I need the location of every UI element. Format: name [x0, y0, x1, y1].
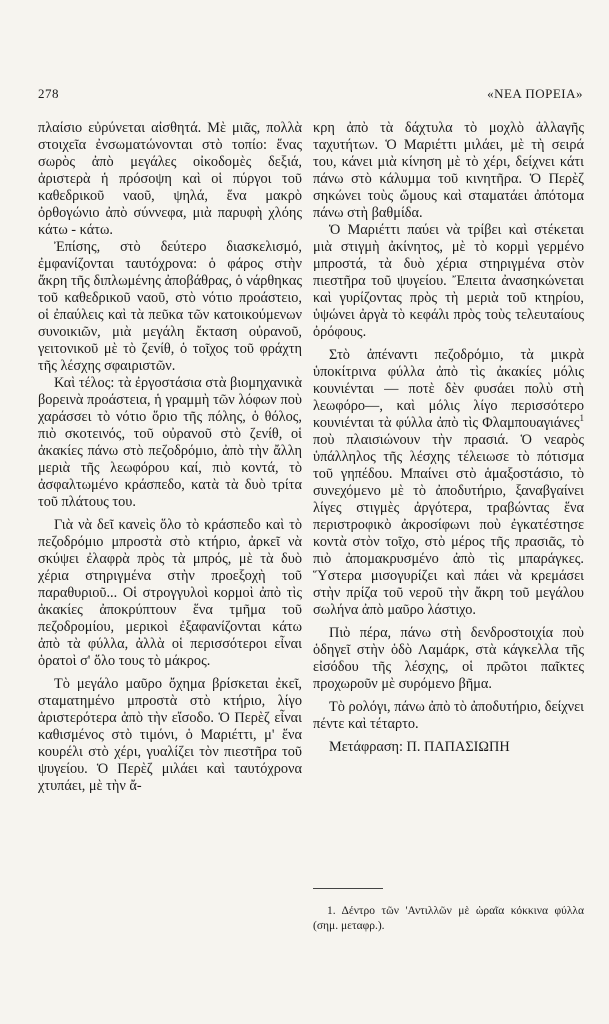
footnote-area: [313, 904, 584, 934]
page-number: 278: [38, 86, 59, 101]
journal-title: «ΝΕΑ ΠΟΡΕΙΑ»: [487, 86, 583, 101]
paragraph: [313, 347, 584, 619]
left-column: [38, 120, 302, 795]
paragraph-text: ποὺ πλαισιώνουν τὴν πρασιά. Ὁ νεαρὸς ὑπάλληλος τῆς λέσχης τέλειωσε τὸ πότισμα τοῦ γηπέδου. Μπαίνει στὸ ἁμαξοστάσιο, τὸ συνεχόμενο μὲ τὸ ἀποδυτήριο, ξαναβγαίνει λίγες στιγμὲς ἀργότερα, τραβώντας ἕνα περιστροφικὸ ἀκροσίφωνι ποὺ ἐγκατέστησε κοντὰ στὸν τοῖχο, στὸ μέρος τῆς πρασιᾶς, τὸ πιὸ ἀπομακρυσμένο ἀπὸ τὶς μπαράγκες. Ὕστερα μισογυρίζει καὶ πάει νὰ κρεμάσει στὴν πρίζα τοῦ νεροῦ τὴν ἄκρη τοῦ μεγάλου σωλήνα ἀπὸ μαῦρο λάστιχο.: [313, 432, 584, 618]
paragraph: Ὁ Μαριέττι παύει νὰ τρίβει καὶ στέκεται μιὰ στιγμὴ ἀκίνητος, μὲ τὸ κορμὶ γερμένο μπροστά, τὰ δυὸ χέρια στηριγμένα στὸν πιεστῆρα τοῦ ψυγείου. Ἔπειτα ἀνασηκώνεται καὶ γυρίζοντας πρὸς τὴ μεριὰ τοῦ κτηρίου, ὑψώνει ἀργὰ τὸ κεφάλι πρὸς τοὺς τελευταίους ὀρόφους.: [313, 222, 584, 340]
paragraph-text: Στὸ ἀπέναντι πεζοδρόμιο, τὰ μικρὰ ὑποκίτρινα φύλλα ἀπὸ τὶς ἀκακίες μόλις κουνιένται — ποτὲ δὲν φυσάει πολὺ στὴ λεωφόρο—, καὶ μόλις λίγο περισσότερο κουνιένται τὰ φύλλα ἀπὸ τὶς Φλαμπουαγιάνες: [313, 347, 584, 431]
paragraph: Τὸ ρολόγι, πάνω ἀπὸ τὸ ἀποδυτήριο, δείχνει πέντε καὶ τέταρτο.: [313, 699, 584, 732]
footnote-divider: [313, 888, 383, 889]
footnote-text: 1. Δέντρο τῶν 'Αντιλλῶν μὲ ὡραῖα κόκκινα φύλλα (σημ. μεταφρ.).: [313, 905, 584, 932]
right-column: [313, 120, 584, 756]
paragraph: Πιὸ πέρα, πάνω στὴ δενδροστοιχία ποὺ ὁδηγεῖ στὴν ὁδὸ Λαμάρκ, στὰ κάγκελλα τῆς εἰσόδου τῆς λέσχης, οἱ πρῶτοι παῖκτες προχωροῦν μὲ συρόμενο βῆμα.: [313, 625, 584, 692]
footnote-marker: 1: [579, 413, 584, 424]
translator-credit: Μετάφραση: Π. ΠΑΠΑΣΙΩΠΗ: [329, 739, 510, 755]
paragraph: Ἐπίσης, στὸ δεύτερο διασκελισμό, ἐμφανίζονται ταυτόχρονα: ὁ φάρος στὴν ἄκρη τῆς διπλωμένης ἀποβάθρας, ὁ νάρθηκας τοῦ καθεδρικοῦ ναοῦ, στὸ νότιο προάστειο, οἱ ἐπαύλεις καὶ τὰ πεῦκα τῶν κατοικούμενων συνοικιῶν, μιὰ μεγάλη ἔκταση οὐρανοῦ, γειτονικοῦ μὲ τὸ ζενίθ, ὁ τοῖχος τοῦ φράχτη τῆς λέσχης σφαιριστῶν.: [38, 239, 302, 374]
paragraph: Καὶ τέλος: τὰ ἐργοστάσια στὰ βιομηχανικὰ βορεινὰ προάστεια, ἡ γραμμὴ τῶν λόφων ποὺ χαράσσει τὸ νότιο ὅριο τῆς πόλης, ὁ θόλος, πιὸ σκοτεινός, τοῦ οὐρανοῦ στὸ ζενίθ, οἱ ἀκακίες πάνω στὸ πεζοδρόμιο, ἀπὸ τὴν ἄλλη μεριὰ τῆς λεωφόρου καί, πιὸ κοντά, τὸ ἀσφαλτωμένο κράσπεδο, κατὰ τὰ δυὸ τρίτα τοῦ πλάτους του.: [38, 375, 302, 510]
paragraph: πλαίσιο εὐρύνεται αἰσθητά. Μὲ μιᾶς, πολλὰ στοιχεῖα ἐνσωματώνονται στὸ τοπίο: ἕνας σωρὸς ἀπὸ μεγάλες οἰκοδομὲς δεξιά, ἀριστερὰ ἡ πρόσοψη καὶ οἱ πύργοι τοῦ καθεδρικοῦ ναοῦ, ψηλά, ἕνα μακρὸ ὀρθογώνιο ἀπὸ σύννεφα, μιὰ παρυφὴ χλόης κάτω - κάτω.: [38, 120, 302, 238]
page-header: [38, 86, 583, 106]
paragraph: Γιὰ νὰ δεῖ κανεὶς ὅλο τὸ κράσπεδο καὶ τὸ πεζοδρόμιο μπροστὰ στὸ κτήριο, ἀρκεῖ νὰ σκύψει ἐλαφρὰ πρὸς τὰ μπρός, μὲ τὰ δυὸ χέρια στηριγμένα στὴν προεξοχὴ τοῦ παραθυριοῦ... Οἱ στρογγυλοὶ κορμοὶ ἀπὸ τὶς ἀκακίες ἀποκρύπτουν ἕνα τμῆμα τοῦ πεζοδρομίου, μερικοὶ ἐξαφανίζονται κάτω ἀπὸ τὰ φύλλα, ἀλλὰ οἱ περισσότεροι εἶναι ὁρατοὶ σ' ὅλο τους τὸ μάκρος.: [38, 517, 302, 669]
paragraph: Τὸ μεγάλο μαῦρο ὄχημα βρίσκεται ἐκεῖ, σταματημένο μπροστὰ στὸ κτήριο, λίγο ἀριστερότερα ἀπὸ τὴν εἴσοδο. Ὁ Περὲζ εἶναι καθισμένος στὸ τιμόνι, ὁ Μαριέττι, μ' ἕνα κουρέλι στὸ χέρι, γυαλίζει τὸν πιεστῆρα τοῦ ψυγείου. Ὁ Περὲζ μιλάει καὶ ταυτόχρονα χτυπάει, μὲ τὴν ἄ-: [38, 676, 302, 794]
paragraph: κρη ἀπὸ τὰ δάχτυλα τὸ μοχλὸ ἀλλαγῆς ταχυτήτων. Ὁ Μαριέττι μιλάει, μὲ τὴ σειρά του, κάνει μιὰ κίνηση μὲ τὸ χέρι, δείχνει κάτι πάνω στὸ κάλυμμα τοῦ κινητῆρα. Ὁ Περὲζ σηκώνει τοὺς ὤμους καὶ σταματάει ἀπότομα πάνω στὴ βαθμίδα.: [313, 120, 584, 221]
